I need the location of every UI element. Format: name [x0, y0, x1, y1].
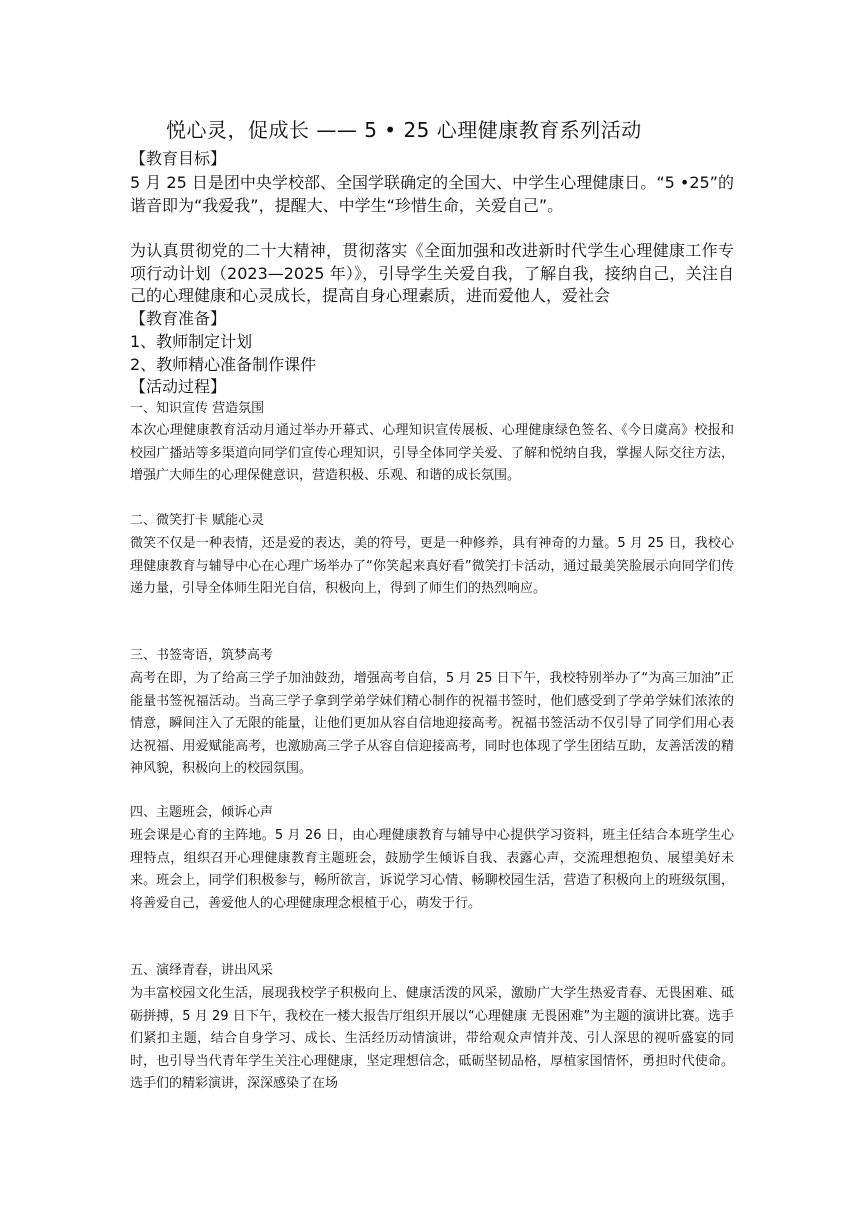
goal-paragraph-2: 为认真贯彻党的二十大精神，贯彻落实《全面加强和改进新时代学生心理健康工作专项行动计划（2023—2025 年）》，引导学生关爱自我，了解自我，接纳自己，关注自己的心理健康和心灵成长，提高自身心理素质，进而爱他人，爱社会 — [130, 241, 734, 305]
section-1-title: 一、知识宣传 营造氛围 — [130, 401, 265, 416]
prep-item-2: 2、教师精心准备制作课件 — [130, 355, 317, 374]
section-2-title: 二、微笑打卡 赋能心灵 — [130, 513, 265, 528]
goal-paragraph-1: 5 月 25 日是团中央学校部、全国学联确定的全国大、中学生心理健康日。“5 •25”的谐音即为“我爱我”，提醒大、中学生“珍惜生命，关爱自己”。 — [130, 173, 734, 215]
prep-heading: 【教育准备】 — [130, 309, 227, 328]
section-3-title: 三、书签寄语，筑梦高考 — [130, 648, 274, 663]
process-heading: 【活动过程】 — [130, 377, 227, 396]
section-5-title: 五、演绎青春，讲出风采 — [130, 963, 274, 978]
section-4-title: 四、主题班会，倾诉心声 — [130, 805, 274, 820]
section-1-body: 本次心理健康教育活动月通过举办开幕式、心理知识宣传展板、心理健康绿色签名、《今日虞高》校报和校园广播站等多渠道向同学们宣传心理知识，引导全体同学关爱、了解和悦纳自我，掌握人际交往方法，增强广大师生的心理保健意识，营造积极、乐观、和谐的成长氛围。 — [130, 423, 734, 483]
prep-item-1: 1、教师制定计划 — [130, 332, 253, 351]
document-title: 悦心灵，促成长 —— 5 • 25 心理健康教育系列活动 — [166, 118, 642, 142]
section-4-body: 班会课是心育的主阵地。5 月 26 日，由心理健康教育与辅导中心提供学习资料，班主任结合本班学生心理特点，组织召开心理健康教育主题班会，鼓励学生倾诉自我、表露心声，交流理想抱负、展望美好未来。班会上，同学们积极参与，畅所欲言，诉说学习心情、畅聊校园生活，营造了积极向上的班级氛围，将善爱自己，善爱他人的心理健康理念根植于心，萌发于行。 — [130, 828, 734, 911]
section-2-body: 微笑不仅是一种表情，还是爱的表达，美的符号，更是一种修养，具有神奇的力量。5 月 25 日，我校心理健康教育与辅导中心在心理广场举办了“你笑起来真好看”微笑打卡活动，通过最美笑脸展示向同学们传递力量，引导全体师生阳光自信，积极向上，得到了师生们的热烈响应。 — [130, 536, 734, 596]
section-3-body: 高考在即，为了给高三学子加油鼓劲，增强高考自信，5 月 25 日下午，我校特别举办了“为高三加油”正能量书签祝福活动。当高三学子拿到学弟学妹们精心制作的祝福书签时，他们感受到了学弟学妹们浓浓的情意，瞬间注入了无限的能量，让他们更加从容自信地迎接高考。祝福书签活动不仅引导了同学们用心表达祝福、用爱赋能高考，也激励高三学子从容自信迎接高考，同时也体现了学生团结互助，友善活泼的精神风貌，积极向上的校园氛围。 — [130, 671, 734, 776]
goal-heading: 【教育目标】 — [130, 149, 227, 168]
section-5-body: 为丰富校园文化生活，展现我校学子积极向上、健康活泼的风采，激励广大学生热爱青春、无畏困难、砥砺拼搏，5 月 29 日下午，我校在一楼大报告厅组织开展以“心理健康 无畏困难”为主题的演讲比赛。选手们紧扣主题，结合自身学习、成长、生活经历动情演讲，带给观众声情并茂、引人深思的视听盛宴的同时，也引导当代青年学生关注心理健康，坚定理想信念，砥砺坚韧品格，厚植家国情怀，勇担时代使命。选手们的精彩演讲，深深感染了在场 — [130, 986, 734, 1091]
